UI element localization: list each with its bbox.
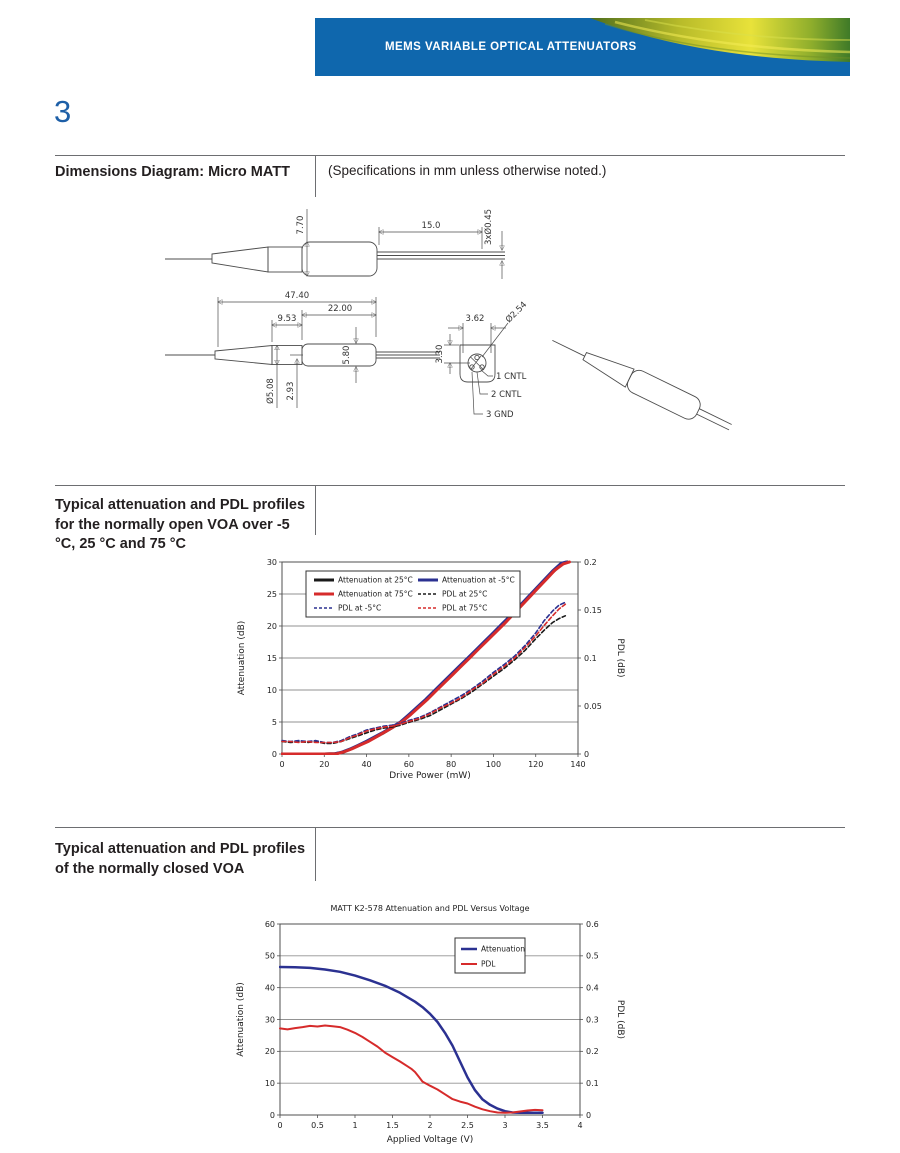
attenuation-pdl-chart-closed-voa	[230, 895, 630, 1153]
y-tick-left: 60	[264, 919, 275, 929]
series-Attenuation	[280, 967, 543, 1113]
y-tick-right: 0.3	[586, 1015, 599, 1025]
y-axis-label-right: PDL (dB)	[615, 638, 625, 678]
y-axis-label-left: Attenuation (dB)	[237, 620, 247, 696]
section-heading-open-voa: Typical attenuation and PDL profiles for the normally open VOA over -5 °C, 25 °C and 75 °C	[55, 497, 306, 553]
page-number: 3	[54, 94, 72, 129]
chart-title: MATT K2-578 Attenuation and PDL Versus Voltage	[330, 904, 530, 913]
x-tick: 100	[485, 760, 502, 769]
section-divider	[55, 485, 845, 486]
end-view	[435, 299, 529, 420]
x-tick: 60	[403, 760, 414, 769]
x-axis-label: Drive Power (mW)	[389, 771, 471, 781]
y-tick-right: 0.4	[586, 983, 599, 993]
header-title: MEMS VARIABLE OPTICAL ATTENUATORS	[385, 41, 637, 53]
y-tick-left: 10	[266, 685, 277, 695]
spec-note: (Specifications in mm unless otherwise noted.)	[328, 163, 607, 178]
top-view	[165, 291, 440, 408]
legend-label: PDL at -5°C	[338, 603, 382, 613]
y-tick-right: 0.1	[584, 653, 597, 663]
section-divider	[55, 155, 845, 156]
dim-label-body-length: 22.00	[327, 304, 353, 314]
y-tick-right: 0.1	[586, 1078, 599, 1088]
series-PDL at -5°C	[282, 602, 565, 742]
dim-label-body-depth: 3.30	[435, 344, 445, 364]
y-tick-left: 0	[269, 1110, 275, 1120]
legend-label: Attenuation at 75°C	[338, 589, 413, 599]
series-PDL at 25°C	[282, 616, 565, 744]
y-tick-left: 0	[271, 749, 277, 759]
y-tick-left: 50	[264, 951, 275, 961]
dimensions-diagram	[150, 195, 770, 450]
x-tick: 1.5	[386, 1121, 399, 1130]
x-tick: 2	[427, 1121, 433, 1130]
side-view	[165, 209, 505, 279]
dim-label-pin-circle: Ø2.54	[503, 299, 530, 326]
series-PDL	[280, 1026, 543, 1113]
y-tick-right: 0.15	[584, 605, 602, 615]
y-axis-label-left: Attenuation (dB)	[236, 982, 246, 1057]
x-tick: 3.5	[536, 1121, 549, 1130]
y-tick-right: 0	[586, 1110, 592, 1120]
legend-label: PDL at 75°C	[442, 603, 488, 613]
y-tick-left: 15	[266, 653, 277, 663]
section-heading-closed-voa: Typical attenuation and PDL profiles of the normally closed VOA	[55, 841, 306, 877]
y-tick-right: 0.05	[584, 701, 602, 711]
perspective-view	[547, 330, 735, 438]
pin-label-2: 2 CNTL	[491, 390, 522, 400]
y-tick-right: 0.2	[584, 557, 597, 567]
pin-label-1: 1 CNTL	[496, 372, 527, 382]
x-tick: 4	[577, 1121, 583, 1130]
x-axis-label: Applied Voltage (V)	[386, 1135, 474, 1145]
x-tick: 80	[446, 760, 457, 769]
section-divider-tick	[315, 827, 316, 881]
legend-label: Attenuation at -5°C	[442, 575, 515, 585]
y-tick-left: 30	[266, 557, 277, 567]
y-tick-left: 20	[264, 1047, 275, 1057]
section-divider	[55, 827, 845, 828]
x-tick: 0.5	[311, 1121, 324, 1130]
y-tick-right: 0	[584, 749, 590, 759]
dim-label-body-width: 5.80	[342, 345, 352, 365]
y-tick-right: 0.6	[586, 919, 599, 929]
y-tick-right: 0.2	[586, 1047, 599, 1057]
y-axis-label-right: PDL (dB)	[615, 999, 625, 1040]
dim-label-boot-diameter: Ø5.08	[266, 378, 276, 404]
x-tick: 40	[361, 760, 372, 769]
y-tick-left: 30	[264, 1015, 275, 1025]
dim-label-boot-length: 9.53	[277, 314, 297, 324]
y-tick-left: 5	[271, 717, 277, 727]
y-tick-left: 10	[264, 1078, 275, 1088]
legend-label: Attenuation	[481, 944, 525, 954]
x-tick: 2.5	[461, 1121, 474, 1130]
y-tick-right: 0.5	[586, 951, 599, 961]
y-tick-left: 25	[266, 589, 277, 599]
legend-label: PDL	[481, 959, 496, 969]
x-tick: 3	[502, 1121, 508, 1130]
dim-label-body-height-side: 7.70	[296, 215, 306, 235]
x-tick: 0	[277, 1121, 283, 1130]
header-banner	[315, 18, 850, 76]
dim-label-pin-span: 3.62	[465, 314, 485, 324]
x-tick: 1	[352, 1121, 358, 1130]
attenuation-pdl-chart-open-voa	[230, 550, 630, 795]
y-tick-left: 20	[266, 621, 277, 631]
dim-label-lead-diameter: 3xØ0.45	[484, 208, 494, 246]
pin-label-3: 3 GND	[486, 410, 514, 420]
dim-label-fiber-offset: 2.93	[286, 381, 296, 401]
section-heading-dimensions: Dimensions Diagram: Micro MATT	[55, 164, 290, 180]
x-tick: 120	[528, 760, 544, 769]
legend-label: PDL at 25°C	[442, 589, 488, 599]
section-divider-tick	[315, 485, 316, 535]
legend-label: Attenuation at 25°C	[338, 575, 413, 585]
y-tick-left: 40	[264, 983, 275, 993]
x-tick: 140	[570, 760, 586, 769]
x-tick: 20	[319, 760, 330, 769]
x-tick: 0	[279, 760, 285, 769]
dim-label-lead-length: 15.0	[421, 221, 441, 231]
dim-label-overall-length: 47.40	[284, 291, 310, 301]
